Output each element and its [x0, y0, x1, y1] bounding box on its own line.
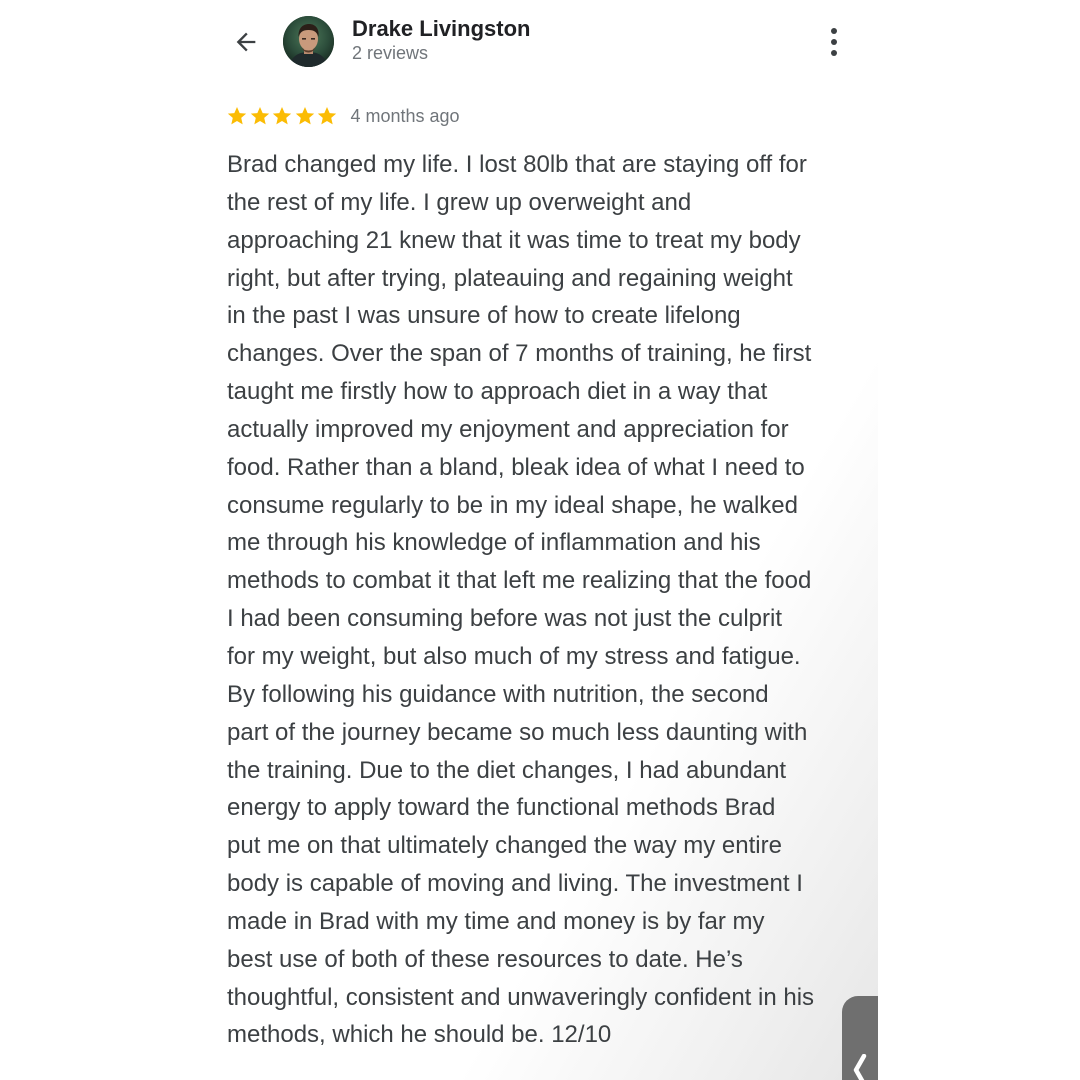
star-rating — [226, 105, 339, 127]
edge-panel-handle[interactable] — [842, 996, 878, 1080]
chevron-left-icon — [848, 1054, 872, 1080]
review-text: Brad changed my life. I lost 80lb that are staying off for the rest of my life. I grew up overweight and approaching 21 knew that it was time to treat my body right, but after trying, plateauing and regaining weight in the past I was unsure of how to create lifelong changes. Over the span of 7 months of training, he first taught me firstly how to approach diet in a way that actually improved my enjoyment and appreciation for food. Rather than a bland, bleak idea of what I need to consume regularly to be in my ideal shape, he walked me through his knowledge of inflammation and his methods to combat it that left me realizing that the food I had been consuming before was not just the culprit for my weight, but also much of my stress and fatigue. By following his guidance with nutrition, the second part of the journey became so much less daunting with the training. Due to the diet changes, I had abundant energy to apply toward the functional methods Brad put me on that ultimately changed the way my entire body is capable of moving and living. The investment I made in Brad with my time and money is by far my best use of both of these resources to date. He’s thoughtful, consistent and unwaveringly confident in his methods, which he should be. 12/10 — [227, 151, 815, 1049]
reviewer-name[interactable]: Drake Livingston — [352, 16, 531, 41]
back-button[interactable] — [226, 22, 266, 62]
arrow-left-icon — [232, 28, 260, 56]
review-date: 4 months ago — [350, 105, 460, 126]
rating-row — [226, 103, 460, 129]
more-options-button[interactable] — [816, 22, 852, 62]
star-icon — [249, 105, 271, 127]
star-icon — [226, 105, 248, 127]
star-icon — [294, 105, 316, 127]
avatar[interactable] — [283, 16, 334, 67]
more-vertical-icon — [829, 27, 839, 57]
star-icon — [316, 105, 338, 127]
review-count[interactable]: 2 reviews — [352, 43, 429, 63]
star-icon — [271, 105, 293, 127]
avatar-photo — [283, 16, 334, 67]
